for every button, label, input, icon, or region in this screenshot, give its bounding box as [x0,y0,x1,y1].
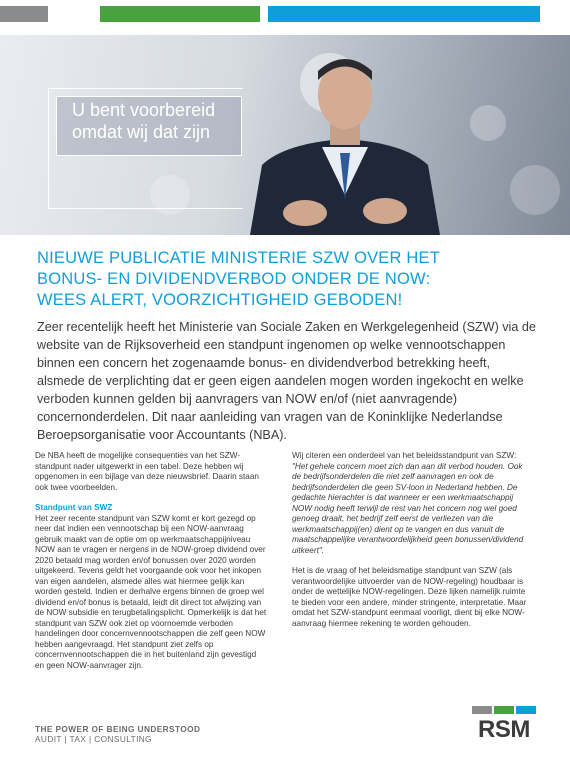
title-line-1: NIEUWE PUBLICATIE MINISTERIE SZW OVER HET [37,249,441,267]
title-line-2: BONUS- EN DIVIDENDVERBOD ONDER DE NOW: [37,270,431,288]
quote-intro: Wij citeren een onderdeel van het beleidsstandpunt van SZW: [292,451,517,460]
green-bar [100,6,260,22]
rsm-logo: RSM [478,716,530,743]
logo-blue-bar [516,706,536,714]
hero-tagline [72,99,272,143]
quote-paragraph [292,451,532,556]
logo-color-bars [472,706,536,714]
right-column [292,451,532,629]
quote-text: "Het gehele concern moet zich dan aan dit verbod houden. Ook de bedrijfsonderdelen die niet zelf aanvragen en ook de bedrijfsonderdelen die geen SV-loon in Nederland hebben. De gedachte hierachter is dat wanneer er een werkmaatschappij NOW nodig heeft terwijl de rest van het concern nog wel goed genoeg draait, het bedrijf zelf eerst de verliezen van die werkmaatschappij(en) dient op te vangen en dus vanuit de maatschappelijke verantwoordelijkheid geen bonussen/dividend uitkeert". [292,461,524,555]
conclusion-paragraph: Het is de vraag of het beleidsmatige standpunt van SZW (als verantwoordelijke uitvoerder van de NOW-regeling) houdbaar is onder de wettelijke NOW-regelingen. Deze lijken namelijk ruimte te bieden voor een andere, minder stringente, interpretatie. Maar omdat het SZW-standpunt eenmaal voorligt, dient bij elke NOW-aanvraag hiermee rekening te worden gehouden. [292,566,527,628]
logo-grey-bar [472,706,492,714]
body-paragraph: Het zeer recente standpunt van SZW komt er kort gezegd op neer dat indien een vennootschap bij een NOW-aanvraag gebruik maakt van de optie om op werkmaatschappijniveau NOW aan te vragen er nergens in de NOW-groep dividend over 2020 betaald mag worden en/of bonussen over 2020 worden uitgekeerd. Tevens geldt het voorgaande ook voor het inkopen van eigen aandelen, alsmede alles wat hiermee gelijk kan worden gesteld. Indien er derhalve ergens binnen de groep wel dividend en/of bonus is betaald, leidt dit direct tot afwijzing van de NOW subsidie en terugbetalingsplicht. Opmerkelijk is dat het standpunt van SZW ook ziet op voornoemde verboden handelingen door concernvennootschappen die zelf geen NOW hebben aangevraagd. Het standpunt ziet zelfs op concernvennootschappen die in het buitenland zijn gevestigd en geen NOW-aanvrager zijn. [35,513,267,670]
footer-slogan [35,724,200,744]
article-title [37,248,537,311]
hero-line-2: omdat wij dat zijn [72,122,211,142]
hero-line-1: U bent voorbereid [72,100,216,120]
left-column [35,451,267,671]
logo-green-bar [494,706,514,714]
hero-image [0,35,570,235]
top-color-bars [0,6,570,22]
section-subheading: Standpunt van SWZ [35,503,113,512]
services-text: AUDIT | TAX | CONSULTING [35,734,153,744]
lead-paragraph: Zeer recentelijk heeft het Ministerie van Sociale Zaken en Werkgelegenheid (SZW) via de website van de Rijksoverheid een standpunt ingenomen op welke vennootschappen binnen een concern het zogenaamde bonus- en dividendverbod betrekking heeft, alsmede de verplichting dat er geen eigen aandelen mogen worden ingekocht en welke verboden kunnen gelden bij aanvragers van NOW en/of (niet aanvragende) concernonderdelen. Dit naar aanleiding van vragen van de Koninklijke Nederlandse Beroepsorganisatie voor Accountants (NBA). [37,320,536,442]
title-line-3: WEES ALERT, VOORZICHTIGHEID GEBODEN! [37,291,403,309]
grey-bar [0,6,48,22]
slogan-text: THE POWER OF BEING UNDERSTOOD [35,724,201,734]
blue-bar [268,6,540,22]
intro-paragraph: De NBA heeft de mogelijke consequenties van het SZW-standpunt nader uitgewerkt in een tabel. Deze hebben wij opgenomen in een bijlage van deze nieuwsbrief. Daarin staan ook twee voorbeelden. [35,451,259,492]
